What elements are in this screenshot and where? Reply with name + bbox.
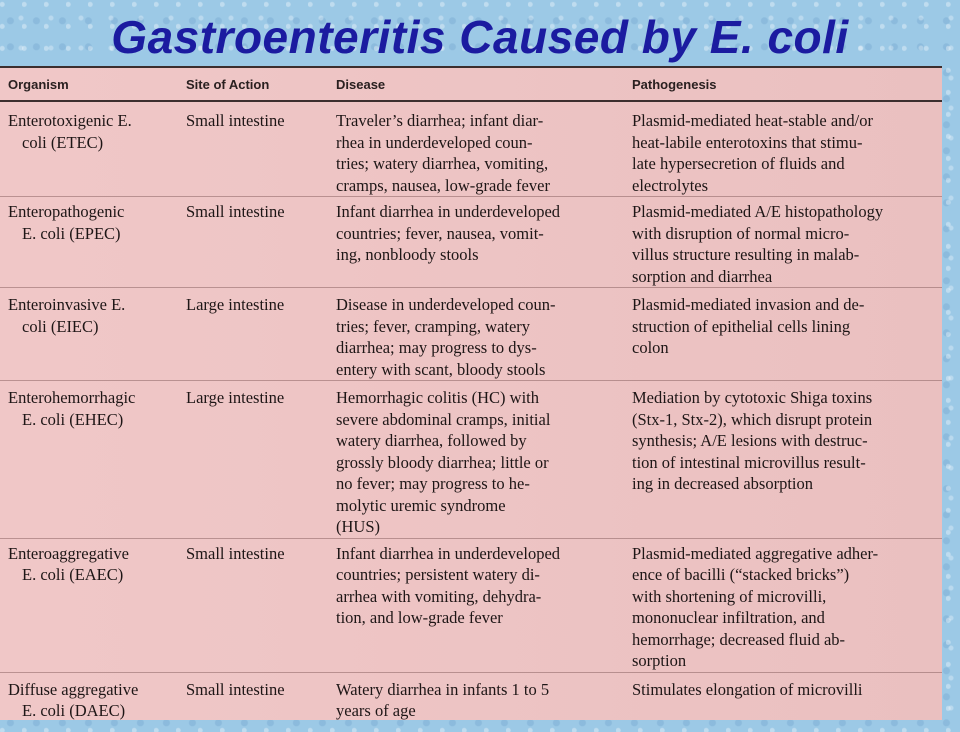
- organism-name: Diffuse aggregative: [8, 679, 139, 699]
- disease-cell: [328, 381, 624, 539]
- pathogenesis-cell: [624, 538, 942, 672]
- organism-name: Enterohemorrhagic: [8, 388, 136, 407]
- pathogenesis-text: Mediation by cytotoxic Shiga toxins (Stx-1, Stx-2), which disrupt protein synthesis; A/E lesions with destruc- tion of intestinal microvillus result- ing in decreased absorption: [632, 388, 873, 493]
- pathogenesis-cell: [624, 672, 942, 732]
- table-row: [0, 381, 942, 539]
- disease-cell: [328, 538, 624, 672]
- organism-abbrev: E. coli (EHEC): [22, 409, 124, 429]
- disease-text: Hemorrhagic colitis (HC) with severe abdominal cramps, initial watery diarrhea, followed by grossly bloody diarrhea; little or no fever; may progress to he- molytic uremic syndrome (HUS): [336, 388, 551, 536]
- disease-cell: [328, 288, 624, 381]
- disease-text: Infant diarrhea in underdeveloped countries; fever, nausea, vomit- ing, nonbloody stools: [336, 202, 561, 264]
- table-panel: [0, 66, 942, 720]
- site-cell: [178, 672, 328, 732]
- organism-cell: [0, 197, 178, 288]
- ecoli-table: [0, 66, 942, 732]
- organism-name: Enterotoxigenic E.: [8, 111, 132, 130]
- disease-text: Watery diarrhea in infants 1 to 5 years of age: [336, 679, 550, 720]
- organism-name: Enteroaggregative: [8, 543, 129, 563]
- table-row: [0, 538, 942, 672]
- organism-abbrev: E. coli (EAEC): [22, 565, 124, 584]
- organism-cell: [0, 672, 178, 732]
- header-organism: Organism: [0, 67, 178, 101]
- site-cell: [178, 101, 328, 197]
- disease-text: Disease in underdeveloped coun- tries; fever, cramping, watery diarrhea; may progress to dys- entery with scant, bloody stools: [336, 295, 556, 379]
- pathogenesis-cell: [624, 288, 942, 381]
- pathogenesis-text: Plasmid-mediated invasion and de- struction of epithelial cells lining colon: [632, 295, 865, 357]
- site-cell: [178, 197, 328, 288]
- organism-cell: [0, 288, 178, 381]
- site-cell: [178, 381, 328, 539]
- site-text: Large intestine: [186, 388, 285, 407]
- disease-cell: [328, 101, 624, 197]
- organism-cell: [0, 381, 178, 539]
- table-row: [0, 672, 942, 732]
- slide-title: Gastroenteritis Caused by E. coli: [111, 11, 849, 63]
- pathogenesis-cell: [624, 197, 942, 288]
- header-pathogenesis: Pathogenesis: [624, 67, 942, 101]
- organism-cell: [0, 101, 178, 197]
- table-row: [0, 288, 942, 381]
- disease-cell: [328, 197, 624, 288]
- site-text: Small intestine: [186, 679, 285, 699]
- organism-cell: [0, 538, 178, 672]
- header-row: [0, 67, 942, 101]
- site-cell: [178, 288, 328, 381]
- disease-text: Traveler’s diarrhea; infant diar- rhea in underdeveloped coun- tries; watery diarrhea, vomiting, cramps, nausea, low-grade fever: [336, 111, 550, 195]
- organism-abbrev: coli (EIEC): [22, 316, 99, 336]
- disease-text: Infant diarrhea in underdeveloped countries; persistent watery di- arrhea with vomiting, dehydra- tion, and low-grade fever: [336, 543, 561, 627]
- header-site: Site of Action: [178, 67, 328, 101]
- site-cell: [178, 538, 328, 672]
- organism-abbrev: coli (ETEC): [22, 132, 104, 152]
- site-text: Small intestine: [186, 543, 285, 563]
- organism-name: Enteroinvasive E.: [8, 295, 126, 314]
- pathogenesis-cell: [624, 101, 942, 197]
- site-text: Small intestine: [186, 202, 285, 221]
- pathogenesis-cell: [624, 381, 942, 539]
- table-row: [0, 197, 942, 288]
- pathogenesis-text: Stimulates elongation of microvilli: [632, 679, 863, 699]
- site-text: Large intestine: [186, 295, 285, 314]
- header-disease: Disease: [328, 67, 624, 101]
- organism-abbrev: E. coli (EPEC): [22, 223, 121, 243]
- disease-cell: [328, 672, 624, 732]
- table-row: [0, 101, 942, 197]
- organism-abbrev: E. coli (DAEC): [22, 701, 126, 720]
- site-text: Small intestine: [186, 111, 285, 130]
- pathogenesis-text: Plasmid-mediated aggregative adher- ence of bacilli (“stacked bricks”) with shortening of microvilli, mononuclear infiltration, and hemorrhage; decreased fluid ab- sorption: [632, 543, 879, 670]
- pathogenesis-text: Plasmid-mediated A/E histopathology with disruption of normal micro- villus structure resulting in malab- sorption and diarrhea: [632, 202, 884, 286]
- organism-name: Enteropathogenic: [8, 202, 125, 221]
- pathogenesis-text: Plasmid-mediated heat-stable and/or heat-labile enterotoxins that stimu- late hypersecretion of fluids and electrolytes: [632, 111, 874, 195]
